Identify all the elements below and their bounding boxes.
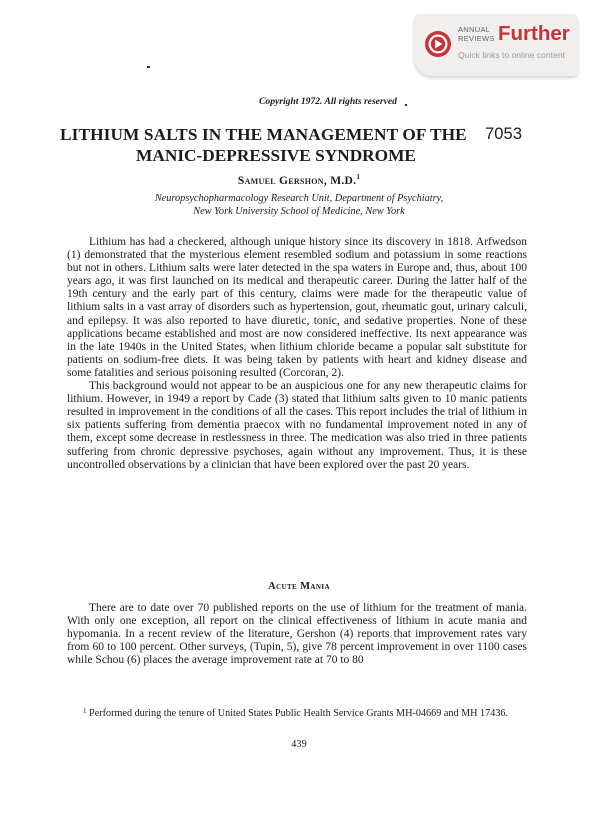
body-text: [67, 236, 527, 472]
title-line-1: LITHIUM SALTS IN THE MANAGEMENT OF THE: [60, 125, 467, 144]
section-heading: Acute Mania: [268, 581, 330, 592]
publisher-label: ANNUAL REVIEWS: [458, 25, 495, 43]
author-name: Samuel Gershon, M.D.: [237, 174, 357, 187]
footnote: [67, 705, 527, 721]
affiliation-line-2: New York University School of Medicine, New York: [193, 206, 405, 217]
title-line-2: MANIC-DEPRESSIVE SYNDROME: [136, 146, 416, 165]
author-line: [0, 173, 598, 187]
further-word: Further: [498, 22, 570, 45]
affiliation-line-1: Neuropsychopharmacology Research Unit, Department of Psychiatry,: [154, 193, 444, 204]
paragraph: Lithium has had a checkered, although unique history since its discovery in 1818. Arfwedson (1) demonstrated that the mysterious element resembled sodium and potassium in some reactions but not in others. Lithium salts were later detected in the spa waters in Europe and, thus, about 100 years ago, it was first launched on its medical and therapeutic career. During the latter half of the 19th century and the early part of this century, claims were made for the therapeutic value of lithium salts in a vast array of disorders such as hypertension, gout, rheumatic gout, urinary calculi, and epilepsy. It was also reported to have diuretic, tonic, and sedative properties. None of these applications became established and most are now considered ineffective. Its next appearance was in the late 1940s in the United States, when lithium chloride became a popular salt substitute for patients on sodium-free diets. It was being taken by patients with heart and kidney disease and some fatalities and serious poisoning resulted (Corcoran, 2).: [67, 236, 527, 379]
copyright-line: Copyright 1972. All rights reserved: [259, 96, 397, 107]
author-footnote-mark: 1: [356, 173, 361, 181]
article-title: [60, 124, 580, 166]
affiliation: [0, 192, 598, 218]
further-subtitle: Quick links to online content: [458, 50, 566, 60]
page-number: 439: [291, 739, 307, 750]
footnote-mark: 1: [83, 707, 87, 715]
scan-speck: [147, 66, 150, 68]
footnote-text: Performed during the tenure of United States Public Health Service Grants MH-04669 and MH 17436.: [89, 708, 509, 719]
paragraph: This background would not appear to be an auspicious one for any new therapeutic claims for lithium. However, in 1949 a report by Cade (3) stated that lithium salts given to 10 manic patients resulted in improvement in the conditions of all the cases. This report includes the trial of lithium in six patients suffering from dementia praecox with no fundamental improvement noted in any of them, except some decrease in restlessness in three. The medication was also tried in three patients suffering from chronic depressive psychoses, again without any improvement. Thus, it is these uncontrolled observations by a clinician that have been explored over the past 20 years.: [67, 380, 527, 471]
paragraph: There are to date over 70 published reports on the use of lithium for the treatment of mania. With only one exception, all report on the clinical effectiveness of lithium in acute mania and hypomania. In a recent review of the literature, Gershon (4) reports that improvement rates vary from 60 to 100 percent. Other surveys, (Tupin, 5), give 78 percent improvement in over 1100 cases while Schou (6) places the average improvement rate at 70 to 80: [67, 602, 527, 667]
further-badge[interactable]: [414, 14, 578, 76]
title-number: 7053: [485, 125, 523, 143]
play-icon: [424, 30, 452, 58]
section-body: [67, 602, 527, 667]
